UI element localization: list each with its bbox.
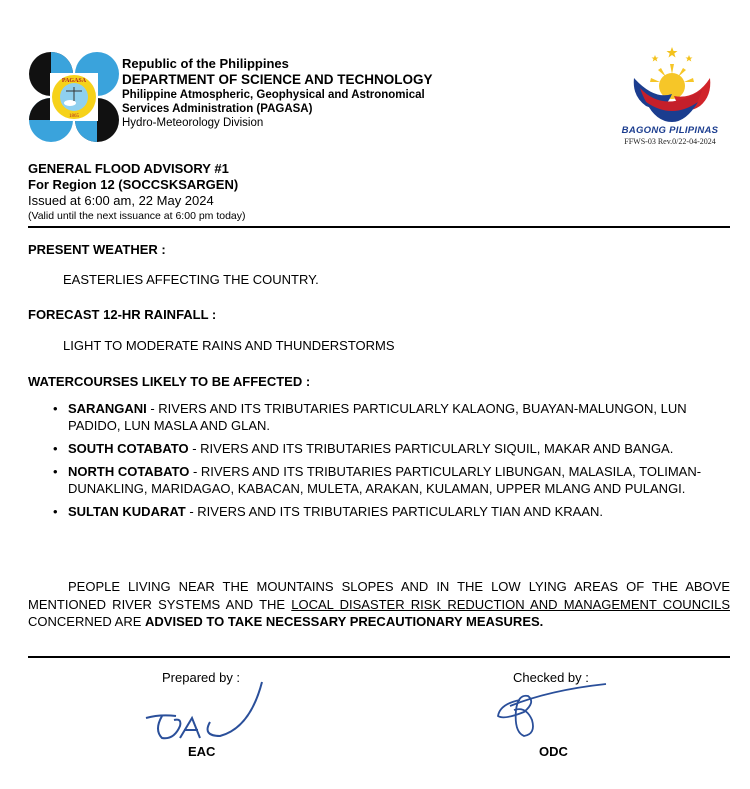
- province-name: SULTAN KUDARAT: [68, 504, 186, 519]
- advisory-title-block: [28, 161, 246, 223]
- department-line: DEPARTMENT OF SCIENCE AND TECHNOLOGY: [122, 72, 433, 87]
- pagasa-dost-logo: [28, 51, 120, 143]
- province-name: NORTH COTABATO: [68, 464, 190, 479]
- province-name: SOUTH COTABATO: [68, 441, 189, 456]
- pagasa-dost-logo-icon: [28, 51, 120, 143]
- bullet-icon: •: [53, 464, 58, 479]
- form-code: FFWS-03 Rev.0/22-04-2024: [624, 137, 716, 146]
- prepared-by-name: EAC: [188, 744, 216, 759]
- prepared-signature-icon: [140, 680, 270, 740]
- validity-note: (Valid until the next issuance at 6:00 pm today): [28, 210, 246, 222]
- watercourses-list: [53, 400, 723, 526]
- province-rivers: - RIVERS AND ITS TRIBUTARIES PARTICULARLY SIQUIL, MAKAR AND BANGA.: [188, 441, 674, 456]
- forecast-body: LIGHT TO MODERATE RAINS AND THUNDERSTORMS: [63, 338, 395, 353]
- present-weather-heading: PRESENT WEATHER :: [28, 242, 166, 257]
- prepared-by-label: Prepared by :: [162, 670, 241, 685]
- bullet-icon: •: [53, 504, 58, 519]
- agency-line-2: Services Administration (PAGASA): [122, 103, 313, 115]
- bagong-pilipinas-logo: [624, 44, 720, 124]
- bagong-pilipinas-label: BAGONG PILIPINAS: [621, 125, 719, 136]
- agency-line-1: Philippine Atmospheric, Geophysical and Astronomical: [122, 89, 425, 101]
- list-item: [53, 440, 723, 457]
- republic-line: Republic of the Philippines: [122, 56, 289, 71]
- province-rivers: - RIVERS AND ITS TRIBUTARIES PARTICULARLY KALAONG, BUAYAN-MALUNGON, LUN PADIDO, LUN MASLA AND GLAN.: [68, 401, 687, 433]
- header-divider: [28, 226, 730, 228]
- advice-emphasis: ADVISED TO TAKE NECESSARY PRECAUTIONARY MEASURES.: [145, 614, 544, 629]
- division-line: Hydro-Meteorology Division: [122, 117, 264, 129]
- advice-text: PEOPLE LIVING NEAR THE MOUNTAINS SLOPES AND IN THE LOW LYING AREAS OF THE ABOVE MENTIONED RIVER SYSTEMS AND THE: [28, 579, 730, 612]
- advisory-region: For Region 12 (SOCCSKSARGEN): [28, 177, 239, 192]
- bagong-pilipinas-logo-icon: [624, 44, 720, 124]
- list-item: [53, 400, 723, 434]
- footer-divider: [28, 656, 730, 658]
- advice-text-2: CONCERNED ARE: [28, 614, 146, 629]
- province-rivers: - RIVERS AND ITS TRIBUTARIES PARTICULARLY LIBUNGAN, MALASILA, TOLIMAN-DUNAKLING, MARIDAGAO, KABACAN, MULETA, ARAKAN, KULAMAN, UPPER MLANG AND PULANGI.: [68, 464, 702, 496]
- forecast-heading: FORECAST 12-HR RAINFALL :: [28, 307, 217, 322]
- list-item: [53, 463, 723, 497]
- issued-time: Issued at 6:00 am, 22 May 2024: [28, 193, 214, 208]
- province-name: SARANGANI: [68, 401, 147, 416]
- agency-header: [122, 56, 433, 131]
- svg-text:1865: 1865: [69, 114, 79, 119]
- bullet-icon: •: [53, 401, 58, 416]
- bullet-icon: •: [53, 441, 58, 456]
- province-rivers: - RIVERS AND ITS TRIBUTARIES PARTICULARLY TIAN AND KRAAN.: [185, 504, 604, 519]
- advice-paragraph: [28, 578, 730, 631]
- svg-text:PAGASA: PAGASA: [61, 78, 87, 84]
- watercourses-heading: WATERCOURSES LIKELY TO BE AFFECTED :: [28, 374, 311, 389]
- advisory-title: GENERAL FLOOD ADVISORY #1: [28, 161, 229, 176]
- checked-signature-icon: [490, 680, 610, 740]
- list-item: [53, 503, 723, 520]
- ldrrmc-text: LOCAL DISASTER RISK REDUCTION AND MANAGEMENT COUNCILS: [291, 596, 730, 612]
- checked-by-label: Checked by :: [513, 670, 589, 685]
- checked-by-name: ODC: [539, 744, 568, 759]
- present-weather-body: EASTERLIES AFFECTING THE COUNTRY.: [63, 272, 319, 287]
